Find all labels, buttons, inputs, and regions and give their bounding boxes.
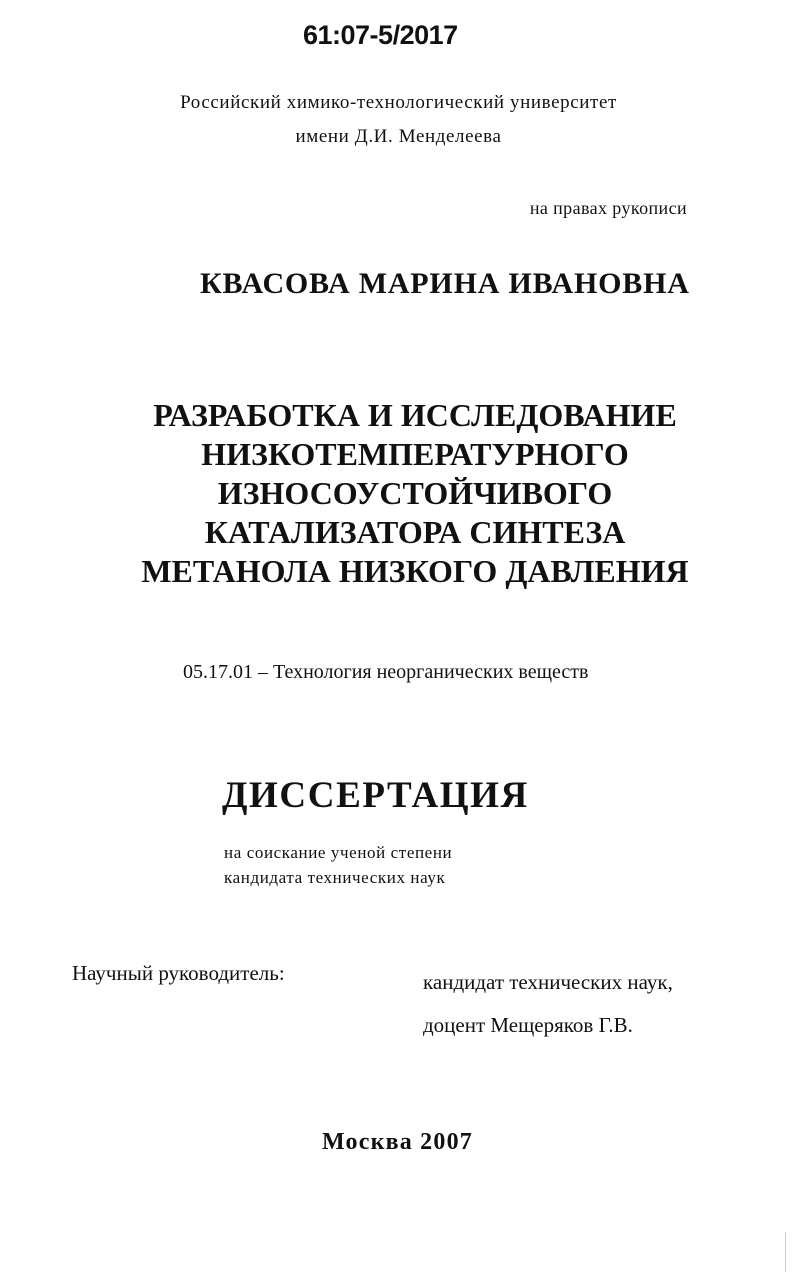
catalog-number: 61:07-5/2017 [303, 20, 458, 50]
university-line-2: имени Д.И. Менделеева [295, 126, 502, 147]
university-line-1: Российский химико-технологический университет [180, 92, 617, 113]
specialty-code: 05.17.01 – Технология неорганических веществ [183, 661, 589, 683]
scan-edge-line [785, 1232, 786, 1272]
supervisor-info [423, 961, 673, 1047]
author-name: КВАСОВА МАРИНА ИВАНОВНА [200, 267, 690, 300]
degree-line-2: кандидата технических наук [224, 868, 446, 887]
degree-line-1: на соискание ученой степени [224, 843, 453, 862]
supervisor-name: доцент Мещеряков Г.В. [423, 1013, 633, 1037]
title-line: МЕТАНОЛА НИЗКОГО ДАВЛЕНИЯ [141, 553, 689, 589]
manuscript-note: на правах рукописи [529, 198, 687, 218]
title-line: ИЗНОСОУСТОЙЧИВОГО [217, 475, 613, 511]
document-type: ДИССЕРТАЦИЯ [222, 775, 529, 816]
city-year: Москва 2007 [322, 1129, 473, 1155]
supervisor-title: кандидат технических наук, [423, 970, 673, 994]
supervisor-label: Научный руководитель: [72, 961, 285, 985]
title-line: РАЗРАБОТКА И ИССЛЕДОВАНИЕ [153, 397, 677, 433]
title-line: КАТАЛИЗАТОРА СИНТЕЗА [204, 514, 626, 550]
dissertation-title [0, 396, 797, 591]
university-name [0, 86, 797, 154]
degree-description [224, 840, 452, 890]
title-line: НИЗКОТЕМПЕРАТУРНОГО [201, 436, 629, 472]
